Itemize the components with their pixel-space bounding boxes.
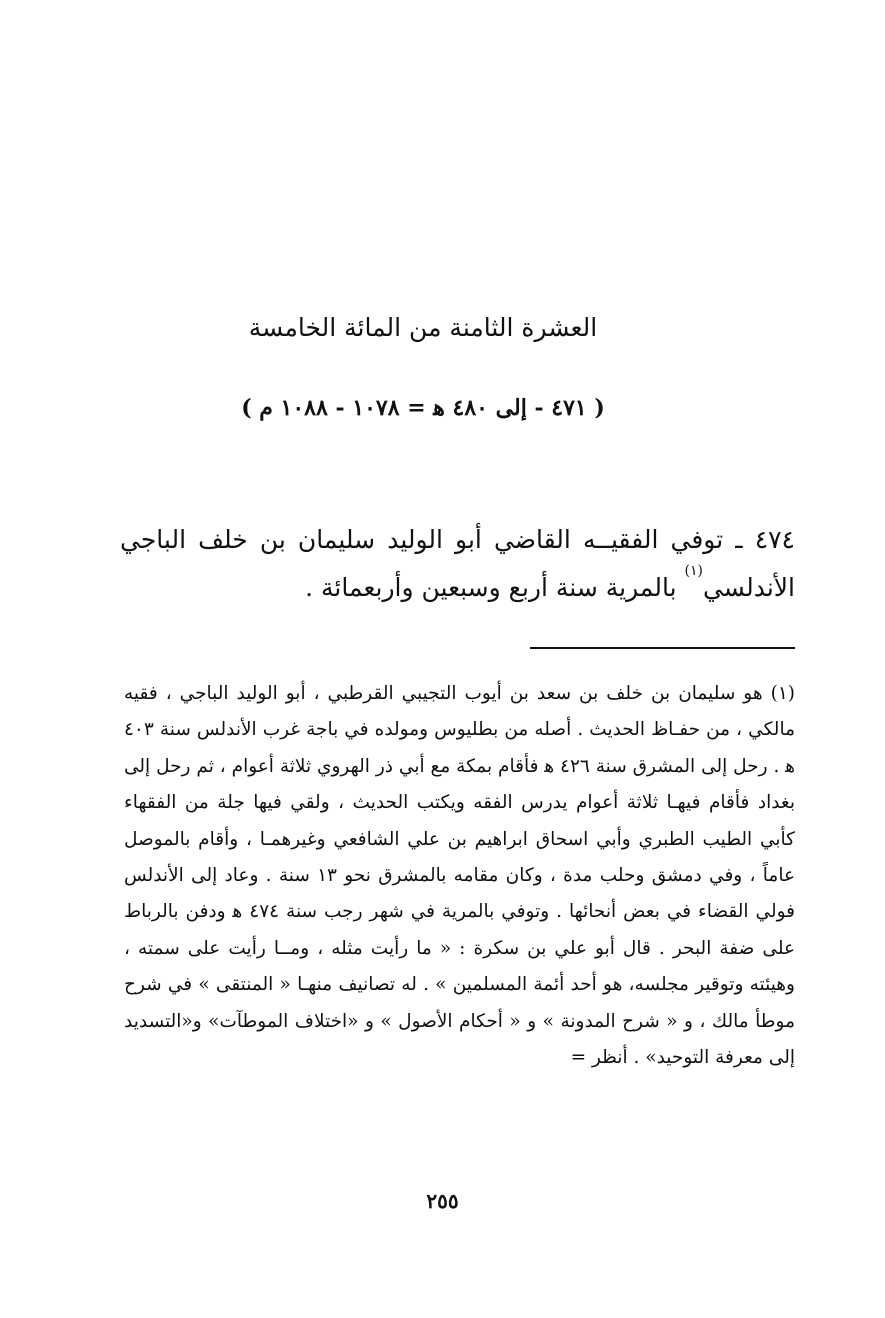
chapter-date-range: ( ٤٧١ - إلى ٤٨٠ ﻫ = ١٠٧٨ - ١٠٨٨ م ): [241, 395, 605, 421]
entry-paragraph: [120, 516, 795, 612]
chapter-title: العشرة الثامنة من المائة الخامسة: [248, 313, 598, 342]
footnote-separator: [530, 647, 795, 649]
footnote-reference: (١): [684, 563, 703, 579]
entry-text: ٤٧٤ ـ توفي الفقيــه القاضي أبو الوليد سليمان بن خلف الباجي الأندلسي: [120, 525, 795, 602]
entry-text-continued: بالمرية سنة أربع وسبعين وأربعمائة .: [305, 573, 685, 602]
page-number: ٢٥٥: [426, 1189, 459, 1213]
footnote: (١) هو سليمان بن خلف بن سعد بن أيوب التجيبي القرطبي ، أبو الوليد الباجي ، فقيه مالكي ، من حفـاظ الحديث . أصله من بطليوس ومولده في باجة غرب الأندلس سنة ٤٠٣ ﻫ . رحل إلى المشرق سنة ٤٢٦ ﻫ فأقام بمكة مع أبي ذر الهروي ثلاثة أعوام ، ثم رحل إلى بغداد فأقام فيهـا ثلاثة أعوام يدرس الفقه ويكتب الحديث ، ولقي فيها جلة من الفقهاء كأبي الطيب الطبري وأبي اسحاق ابراهيم بن علي الشافعي وغيرهمـا ، وأقام بالموصل عاماً ، وفي دمشق وحلب مدة ، وكان مقامه بالمشرق نحو ١٣ سنة . وعاد إلى الأندلس فولي القضاء في بعض أنحائها . وتوفي بالمرية في شهر رجب سنة ٤٧٤ ﻫ ودفن بالرباط على ضفة البحر . قال أبو علي بن سكرة : « ما رأيت مثله ، ومــا رأيت على سمته ، وهيئته وتوقير مجلسه، هو أحد أئمة المسلمين » . له تصانيف منهـا « المنتقى » في شرح موطأ مالك ، و « شرح المدونة » و « أحكام الأصول » و «اختلاف الموطآت» و«التسديد إلى معرفة التوحيد» . أنظر =: [124, 683, 795, 1069]
